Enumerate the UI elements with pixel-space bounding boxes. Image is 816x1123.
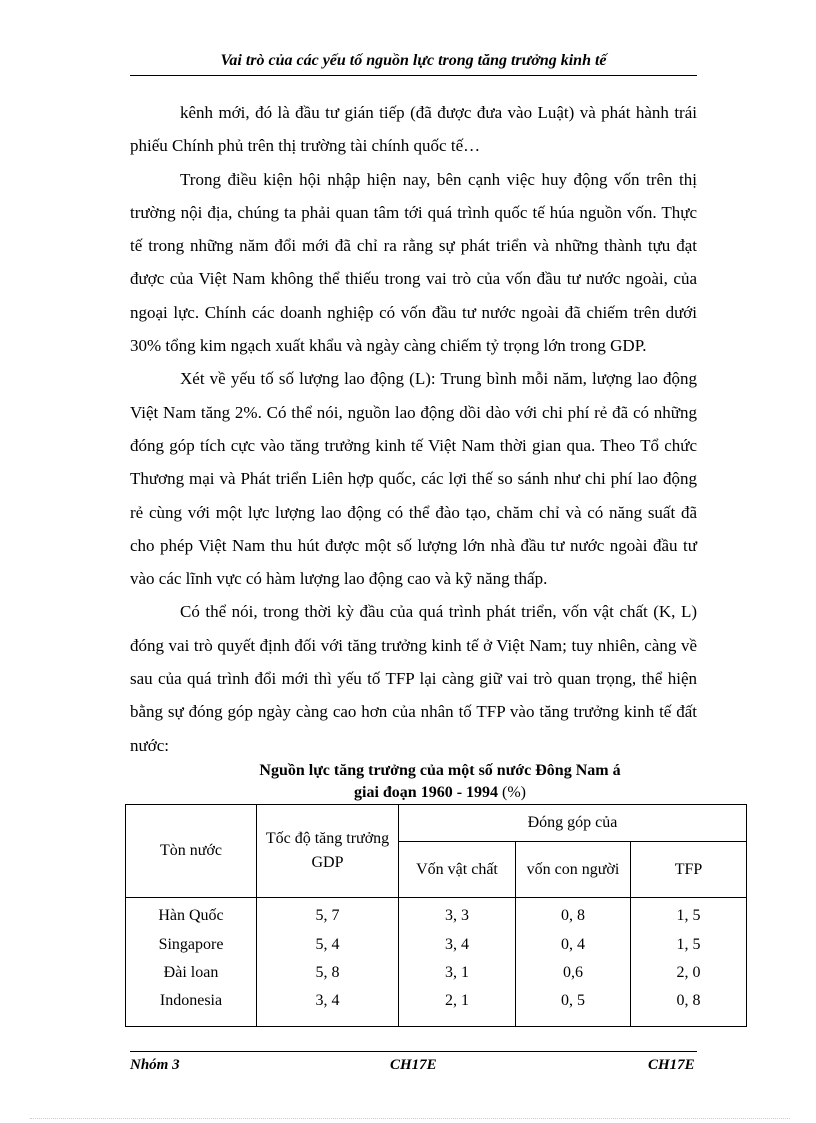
header-country: Tòn nước <box>126 805 257 898</box>
table-row <box>126 931 747 960</box>
cell-gdp: 5, 7 <box>257 898 399 931</box>
header-tfp: TFP <box>631 842 747 898</box>
cell-human: 0, 4 <box>516 931 631 960</box>
paragraph-3: Xét về yếu tố số lượng lao động (L): Trung bình mỗi năm, lượng lao động Việt Nam tăng 2%. Có thể nói, nguồn lao động dồi dào với chi phí rẻ đã có những đóng góp tích cực vào tăng trưởng kinh tế Việt Nam thời gian qua. Theo Tổ chức Thương mại và Phát triển Liên hợp quốc, các lợi thế so sánh như chi phí lao động rẻ cùng với một lực lượng lao động có thể đào tạo, chăm chỉ và có năng suất đã cho phép Việt Nam thu hút được một số lượng lớn nhà đầu tư nước ngoài đầu tư vào các lĩnh vực có hàm lượng lao động cao và kỹ năng thấp. <box>130 369 697 589</box>
header-human-capital: vốn con người <box>516 842 631 898</box>
table-title <box>130 760 750 804</box>
cell-country: Đài loan <box>126 959 257 988</box>
cell-gdp: 5, 4 <box>257 931 399 960</box>
table-row <box>126 988 747 1027</box>
cell-tfp: 1, 5 <box>631 931 747 960</box>
table-title-line1: Nguồn lực tăng trưởng của một số nước Đông Nam á <box>259 762 621 779</box>
table-title-line2 <box>130 782 750 804</box>
cell-gdp: 3, 4 <box>257 988 399 1027</box>
table-title-unit: (%) <box>502 784 526 801</box>
paragraph-2: Trong điều kiện hội nhập hiện nay, bên cạnh việc huy động vốn trên thị trường nội địa, chúng ta phải quan tâm tới quá trình quốc tế húa nguồn vốn. Thực tế trong những năm đổi mới đã chỉ ra rằng sự phát triển và những thành tựu đạt được của Việt Nam không thể thiếu trong vai trò của vốn đầu tư nước ngoài, của ngoại lực. Chính các doanh nghiệp có vốn đầu tư nước ngoài đã chiếm trên dưới 30% tổng kim ngạch xuất khẩu và ngày càng chiếm tỷ trọng lớn trong GDP. <box>130 169 697 356</box>
cell-human: 0,6 <box>516 959 631 988</box>
footer-group: Nhóm 3 <box>130 1057 180 1073</box>
paragraph-4: Có thể nói, trong thời kỳ đầu của quá trình phát triển, vốn vật chất (K, L) đóng vai trò quyết định đối với tăng trưởng kinh tế ở Việt Nam; tuy nhiên, càng về sau của quá trình đổi mới thì yếu tố TFP lại càng giữ vai trò quan trọng, thể hiện bằng sự đóng góp ngày càng cao hơn của nhân tố TFP vào tăng trưởng kinh tế đất nước: <box>130 602 697 755</box>
body-text <box>130 96 697 762</box>
page-header-title: Vai trò của các yếu tố nguồn lực trong tăng trưởng kinh tế <box>220 52 607 69</box>
header-gdp-growth: Tốc độ tăng trưởng GDP <box>257 805 399 898</box>
table-title-period: giai đoạn 1960 - 1994 <box>354 784 499 801</box>
cell-gdp: 5, 8 <box>257 959 399 988</box>
header-physical-capital: Vốn vật chất <box>399 842 516 898</box>
cell-tfp: 1, 5 <box>631 898 747 931</box>
header-contribution: Đóng góp của <box>399 805 747 842</box>
footer-divider <box>130 1051 697 1052</box>
cell-human: 0, 5 <box>516 988 631 1027</box>
cell-tfp: 2, 0 <box>631 959 747 988</box>
cell-country: Hàn Quốc <box>126 898 257 931</box>
table-row <box>126 959 747 988</box>
cell-physical: 3, 4 <box>399 931 516 960</box>
cell-physical: 3, 1 <box>399 959 516 988</box>
paragraph-1: kênh mới, đó là đầu tư gián tiếp (đã được đưa vào Luật) và phát hành trái phiếu Chính phủ trên thị trường tài chính quốc tế… <box>130 103 697 156</box>
page-bottom-edge <box>30 1118 790 1119</box>
footer-class-right: CH17E <box>648 1057 695 1073</box>
cell-country: Indonesia <box>126 988 257 1027</box>
footer-class-center: CH17E <box>390 1057 437 1073</box>
cell-physical: 2, 1 <box>399 988 516 1027</box>
cell-human: 0, 8 <box>516 898 631 931</box>
table-row <box>126 898 747 931</box>
growth-sources-table <box>125 804 747 1027</box>
cell-tfp: 0, 8 <box>631 988 747 1027</box>
cell-country: Singapore <box>126 931 257 960</box>
header-divider <box>130 75 697 76</box>
cell-physical: 3, 3 <box>399 898 516 931</box>
